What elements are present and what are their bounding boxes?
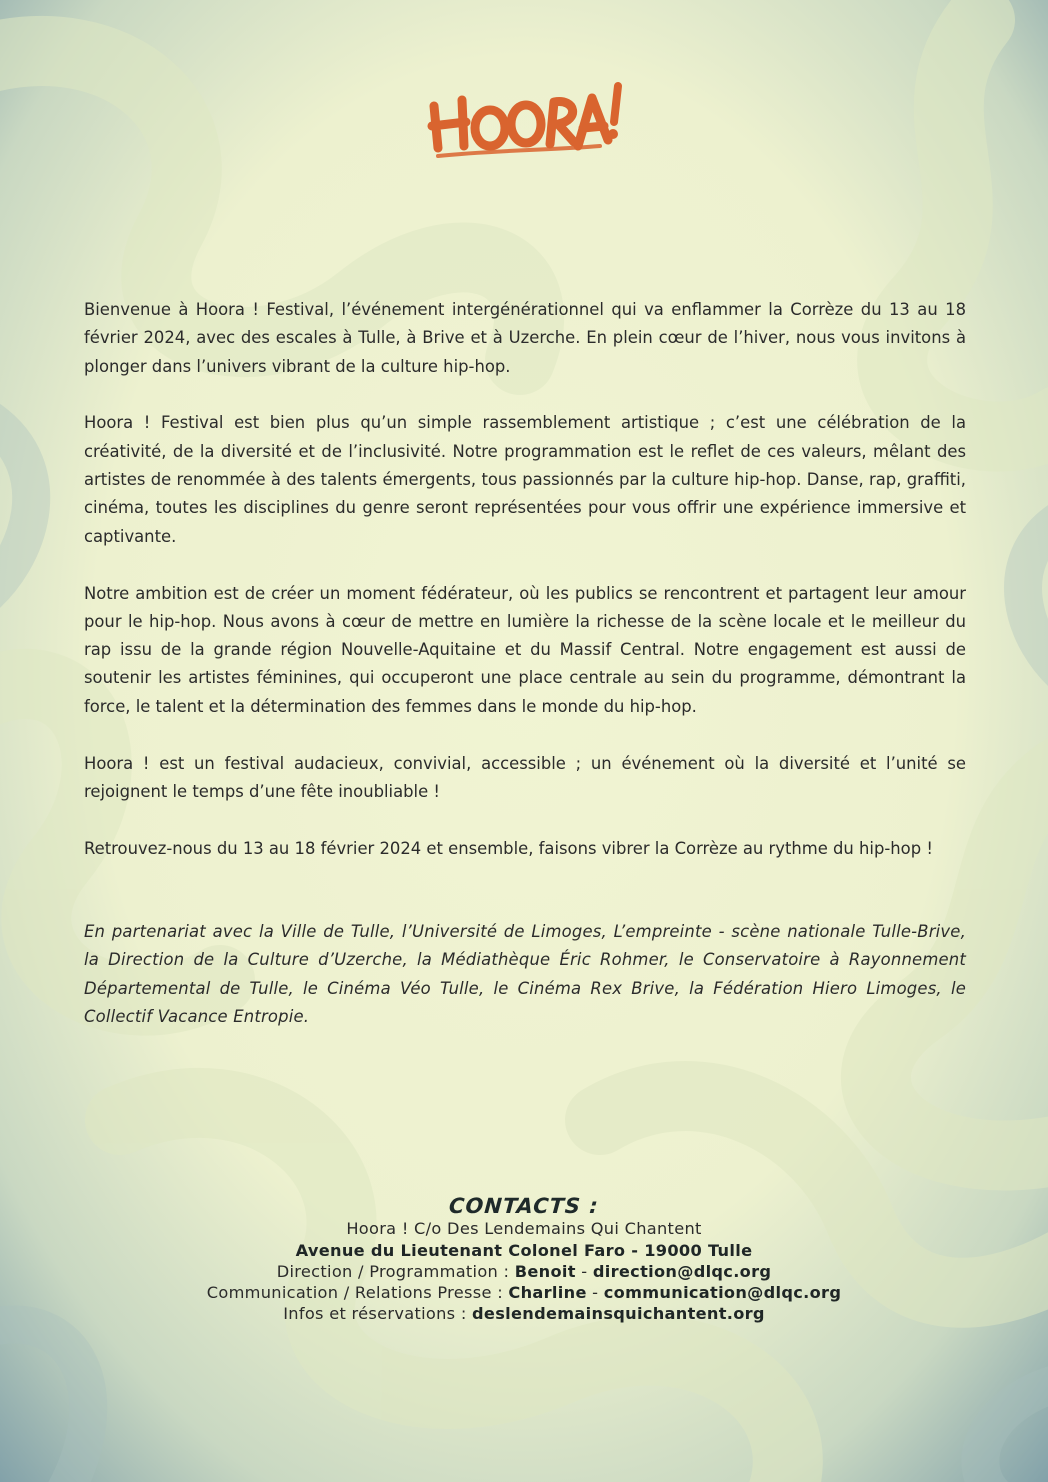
- communication-label: Communication / Relations Presse :: [206, 1283, 509, 1303]
- communication-name: Charline: [508, 1283, 587, 1303]
- direction-separator: -: [575, 1261, 593, 1281]
- contact-communication: [0, 1282, 1048, 1303]
- direction-label: Direction / Programmation :: [276, 1261, 515, 1281]
- contacts-title: CONTACTS :: [448, 1194, 600, 1218]
- contacts-block: [0, 1196, 1048, 1325]
- infos-label: Infos et réservations :: [283, 1304, 473, 1324]
- website-link[interactable]: deslendemainsquichantent.org: [472, 1304, 765, 1324]
- direction-email-link[interactable]: direction@dlqc.org: [592, 1261, 772, 1281]
- intro-paragraph: Bienvenue à Hoora ! Festival, l’événement intergénérationnel qui va enflammer la Corrèze du 13 au 18 février 2024, avec des escales à Tulle, à Brive et à Uzerche. En plein cœur de l’hiver, nous vous invitons à plonger dans l’univers vibrant de la culture hip-hop.: [84, 300, 966, 376]
- ambition-paragraph: Notre ambition est de créer un moment fédérateur, où les publics se rencontrent et partagent leur amour pour le hip-hop. Nous avons à cœur de mettre en lumière la richesse de la scène locale et le meilleur du rap issu de la grande région Nouvelle-Aquitaine et du Massif Central. Notre engagement est aussi de soutenir les artistes féminines, qui occuperont une place centrale au sein du programme, démontrant la force, le talent et la détermination des femmes dans le monde du hip-hop.: [84, 583, 966, 716]
- contact-address: [0, 1240, 1048, 1261]
- contact-direction: [0, 1261, 1048, 1282]
- festival-summary-paragraph: Hoora ! est un festival audacieux, convivial, accessible ; un événement où la diversité et l’unité se rejoignent le temps d’une fête inoubliable !: [84, 753, 966, 801]
- contact-infos: [0, 1303, 1048, 1324]
- closing-paragraph: Retrouvez-nous du 13 au 18 février 2024 et ensemble, faisons vibrer la Corrèze au rythme du hip-hop !: [84, 838, 933, 858]
- contact-organization: Hoora ! C/o Des Lendemains Qui Chantent: [346, 1219, 702, 1239]
- direction-name: Benoit: [514, 1261, 576, 1281]
- communication-separator: -: [586, 1283, 604, 1303]
- communication-email-link[interactable]: communication@dlqc.org: [603, 1283, 842, 1303]
- values-paragraph: Hoora ! Festival est bien plus qu’un simple rassemblement artistique ; c’est une célébration de la créativité, de la diversité et de l’inclusivité. Notre programmation est le reflet de ces valeurs, mêlant des artistes de renommée à des talents émergents, tous passionnés par la culture hip-hop. Danse, rap, graffiti, cinéma, toutes les disciplines du genre seront représentées pour vous offrir une expérience immersive et captivante.: [84, 413, 966, 546]
- address-text: Avenue du Lieutenant Colonel Faro - 19000 Tulle: [295, 1240, 753, 1260]
- partners-paragraph: En partenariat avec la Ville de Tulle, l’Université de Limoges, L’empreinte - scène nationale Tulle-Brive, la Direction de la Culture d’Uzerche, la Médiathèque Éric Rohmer, le Conservatoire à Rayonnement Départemental de Tulle, le Cinéma Véo Tulle, le Cinéma Rex Brive, la Fédération Hiero Limoges, le Collectif Vacance Entropie.: [84, 922, 966, 1027]
- festival-presentation-text: [84, 296, 966, 892]
- hoora-logo: [424, 76, 628, 162]
